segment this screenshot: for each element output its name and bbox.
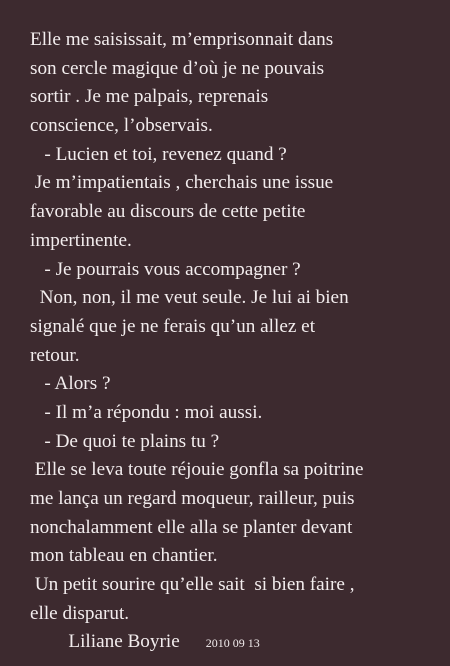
text-line: - Il m’a répondu : moi aussi. [30, 401, 263, 423]
text-line: signalé que je ne ferais qu’un allez et [30, 315, 316, 337]
text-line: retour. [30, 344, 80, 366]
text-line: son cercle magique d’où je ne pouvais [30, 57, 325, 79]
text-line: nonchalamment elle alla se planter devant [30, 516, 353, 538]
text-line: - Lucien et toi, revenez quand ? [30, 143, 287, 165]
signature-date: 2010 09 13 [205, 636, 260, 651]
signature-line [30, 628, 445, 657]
text-line: Elle me saisissait, m’emprisonnait dans [30, 29, 334, 50]
text-line: Un petit sourire qu’elle sait si bien faire , [30, 574, 355, 596]
text-line: mon tableau en chantier. [30, 545, 218, 567]
text-line: Elle se leva toute réjouie gonfla sa poitrine [30, 459, 364, 481]
text-line: - Alors ? [30, 373, 111, 395]
text-line: conscience, l’observais. [30, 115, 213, 137]
text-line: Je m’impatientais , cherchais une issue [30, 172, 334, 194]
text-line: - Je pourrais vous accompagner ? [30, 258, 301, 280]
text-line: sortir . Je me palpais, reprenais [30, 86, 269, 108]
text-line: favorable au discours de cette petite [30, 201, 306, 223]
text-line: impertinente. [30, 229, 132, 251]
text-line: me lança un regard moqueur, railleur, puis [30, 488, 355, 509]
text-line: - De quoi te plains tu ? [30, 430, 220, 452]
text-line: Non, non, il me veut seule. Je lui ai bien [30, 287, 349, 309]
poem-text [30, 26, 445, 657]
author-name: Liliane Boyrie [30, 631, 180, 653]
text-line: elle disparut. [30, 602, 130, 624]
